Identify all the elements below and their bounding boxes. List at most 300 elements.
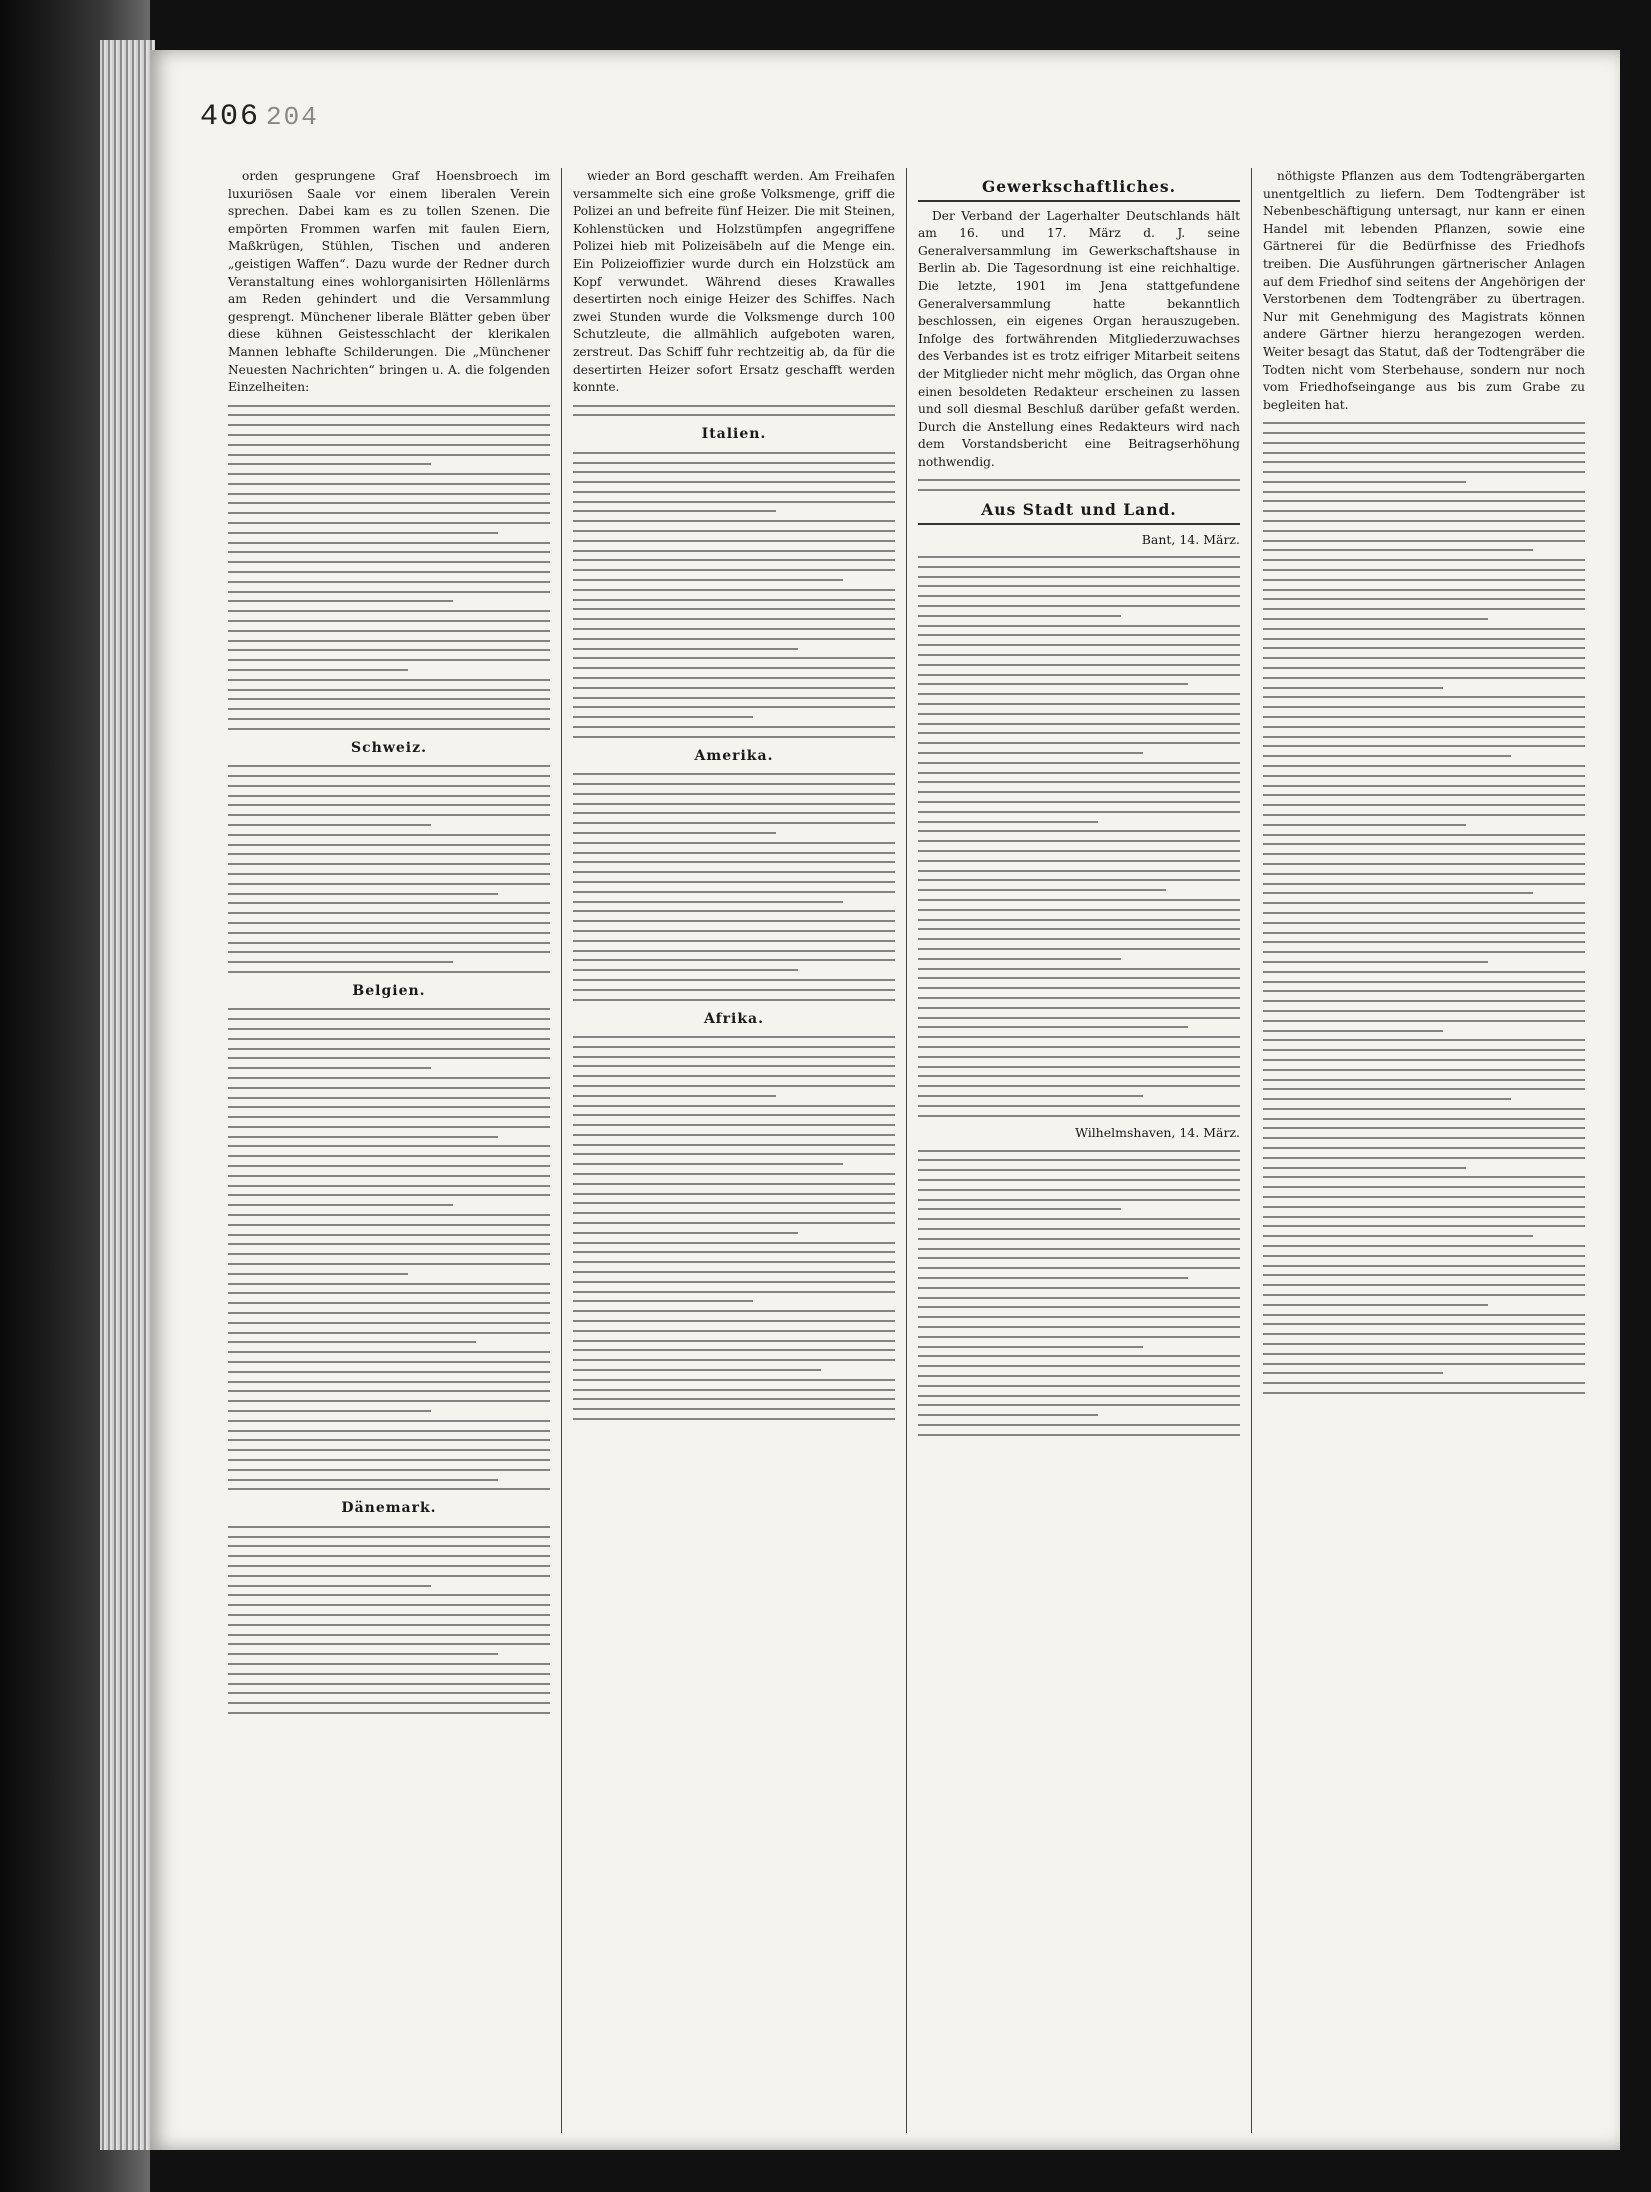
text-line <box>228 630 550 632</box>
text-line <box>1263 491 1585 493</box>
text-line <box>1263 500 1585 502</box>
text-line <box>1263 1088 1585 1090</box>
text-line <box>573 1349 895 1351</box>
text-line <box>573 550 895 552</box>
text-line <box>228 1575 550 1577</box>
text-line <box>573 628 895 630</box>
text-line <box>228 689 550 691</box>
section-heading: Schweiz. <box>351 739 427 756</box>
text-line <box>918 958 1121 960</box>
section-heading: Dänemark. <box>341 1500 437 1517</box>
text-line <box>573 803 895 805</box>
text-line <box>1263 647 1585 649</box>
text-line <box>228 1136 498 1138</box>
text-line <box>918 625 1240 627</box>
text-line <box>918 1326 1240 1328</box>
text-line <box>228 1712 550 1714</box>
text-line <box>228 1097 550 1099</box>
text-line <box>1263 716 1585 718</box>
text-line <box>228 1449 550 1451</box>
text-line <box>228 1126 550 1128</box>
text-line <box>918 1228 1240 1230</box>
text-line <box>1263 638 1585 640</box>
text-line <box>918 615 1121 617</box>
text-line <box>1263 657 1585 659</box>
text-line <box>1263 1196 1585 1198</box>
section-heading: Aus Stadt und Land. <box>918 501 1240 525</box>
text-line <box>228 1332 550 1334</box>
text-line <box>918 654 1240 656</box>
text-line <box>1263 1127 1585 1129</box>
text-line <box>918 742 1240 744</box>
text-line <box>918 1159 1240 1161</box>
text-line <box>228 1420 550 1422</box>
text-line <box>573 510 776 512</box>
text-line <box>1263 1137 1585 1139</box>
text-line <box>918 1150 1240 1152</box>
text-line <box>228 454 550 456</box>
text-line <box>918 1085 1240 1087</box>
text-line <box>1263 442 1585 444</box>
text-line <box>228 795 550 797</box>
text-line <box>573 697 895 699</box>
text-line <box>228 1018 550 1020</box>
text-line <box>228 1371 550 1373</box>
text-line <box>1263 1000 1585 1002</box>
text-line <box>228 679 550 681</box>
text-line <box>1263 1059 1585 1061</box>
page-number-old: 204 <box>266 102 319 132</box>
text-line <box>228 473 550 475</box>
text-line <box>918 1026 1188 1028</box>
text-line <box>573 1134 895 1136</box>
text-line <box>573 1261 895 1263</box>
text-line <box>228 863 550 865</box>
text-line <box>228 1243 550 1245</box>
text-line <box>228 873 550 875</box>
text-line <box>228 1214 550 1216</box>
text-line <box>228 502 550 504</box>
text-line <box>1263 481 1466 483</box>
text-line <box>228 1526 550 1528</box>
text-line <box>573 881 895 883</box>
text-line <box>228 1057 550 1059</box>
text-line <box>918 1017 1240 1019</box>
text-line <box>573 667 895 669</box>
text-line <box>918 595 1240 597</box>
text-line <box>228 405 550 407</box>
text-line <box>573 832 776 834</box>
text-line <box>228 912 550 914</box>
text-line <box>1263 1108 1585 1110</box>
text-line <box>573 1124 895 1126</box>
text-line <box>228 434 550 436</box>
text-line <box>918 801 1240 803</box>
text-line <box>573 648 798 650</box>
text-line <box>1263 932 1585 934</box>
text-line <box>918 1199 1240 1201</box>
text-line <box>573 559 895 561</box>
text-line <box>228 542 550 544</box>
text-line <box>918 1189 1240 1191</box>
text-line <box>228 640 550 642</box>
text-line <box>918 1346 1143 1348</box>
text-line <box>918 1046 1240 1048</box>
article-paragraph: orden gesprungene Graf Hoensbroech im luxuriösen Saale vor einem liberalen Verein sprechen. Dabei kam es zu tollen Szenen. Die empörten Frommen warfen mit faulen Eiern, Maßkrügen, Stühlen, Tischen und anderen „geistigen Waffen“. Dazu wurde der Redner durch Veranstaltung eines wohlorganisirten Höllenlärms am Reden gehindert und die Versammlung gesprengt. Münchener liberale Blätter geben über diese kühnen Geistesschlacht der klerikalen Mannen lebhafte Schilderungen. Die „Münchener Neuesten Nachrichten“ bringen u. A. die folgenden Einzelheiten: <box>228 169 550 395</box>
text-line <box>1263 814 1585 816</box>
text-line <box>918 1287 1240 1289</box>
text-line <box>1263 628 1585 630</box>
text-line <box>1263 579 1585 581</box>
text-line <box>918 1306 1240 1308</box>
text-line <box>573 520 895 522</box>
text-line <box>918 968 1240 970</box>
text-line <box>228 1116 550 1118</box>
text-line <box>918 781 1240 783</box>
text-line <box>573 842 895 844</box>
text-line <box>1263 696 1585 698</box>
text-line <box>918 703 1240 705</box>
text-line <box>228 1702 550 1704</box>
text-line <box>918 1336 1240 1338</box>
text-line <box>1263 1176 1585 1178</box>
text-line <box>228 1381 550 1383</box>
text-line <box>228 444 550 446</box>
text-line <box>228 512 550 514</box>
text-line <box>573 687 895 689</box>
text-line <box>573 462 895 464</box>
text-line <box>1263 559 1585 561</box>
text-line <box>573 989 895 991</box>
text-line <box>573 1144 895 1146</box>
text-line <box>918 1238 1240 1240</box>
text-line <box>228 961 453 963</box>
text-line <box>228 620 550 622</box>
text-line <box>228 804 550 806</box>
text-line <box>1263 1206 1585 1208</box>
text-line <box>228 1302 550 1304</box>
column-rule <box>1251 168 1252 2133</box>
text-line <box>228 1292 550 1294</box>
text-line <box>228 1224 550 1226</box>
text-line <box>228 1322 550 1324</box>
text-line <box>1263 1304 1488 1306</box>
text-line <box>1263 902 1585 904</box>
text-line <box>573 999 895 1001</box>
text-line <box>228 893 498 895</box>
text-line <box>1263 1353 1585 1355</box>
text-line <box>1263 1020 1585 1022</box>
text-line <box>573 1046 895 1048</box>
text-line <box>918 556 1240 558</box>
text-line <box>573 657 895 659</box>
text-line <box>918 1179 1240 1181</box>
text-line <box>1263 1118 1585 1120</box>
text-line <box>573 1291 895 1293</box>
text-line <box>918 1385 1240 1387</box>
text-line <box>228 610 550 612</box>
text-line <box>228 1663 550 1665</box>
section-heading: Afrika. <box>704 1010 764 1027</box>
text-line <box>918 1355 1240 1357</box>
text-line <box>918 860 1240 862</box>
text-line <box>1263 1363 1585 1365</box>
text-line <box>228 1273 408 1275</box>
text-line <box>918 752 1143 754</box>
text-line <box>228 1604 550 1606</box>
text-line <box>918 1056 1240 1058</box>
text-line <box>228 1488 550 1490</box>
text-line <box>1263 883 1585 885</box>
text-line <box>573 1232 798 1234</box>
text-line <box>1263 1167 1466 1169</box>
text-line <box>1263 598 1585 600</box>
text-line <box>228 669 408 671</box>
text-line <box>573 1153 895 1155</box>
text-line <box>918 1404 1240 1406</box>
text-line <box>573 726 895 728</box>
text-line <box>228 1087 550 1089</box>
text-line <box>918 1075 1240 1077</box>
text-line <box>1263 824 1466 826</box>
dateline: Bant, 14. März. <box>1141 531 1240 547</box>
text-line <box>1263 873 1585 875</box>
text-line <box>918 1257 1240 1259</box>
text-line <box>228 942 550 944</box>
text-line <box>573 910 895 912</box>
text-line <box>1263 971 1585 973</box>
text-line <box>918 664 1240 666</box>
text-line <box>918 938 1240 940</box>
text-line <box>228 1692 550 1694</box>
text-line <box>573 638 895 640</box>
text-line <box>573 1056 895 1058</box>
text-line <box>573 1095 776 1097</box>
text-line <box>1263 794 1585 796</box>
text-line <box>1263 941 1585 943</box>
text-line <box>573 1398 895 1400</box>
text-line <box>918 772 1240 774</box>
section-heading: Belgien. <box>352 982 426 999</box>
text-line <box>1263 990 1585 992</box>
text-line <box>573 589 895 591</box>
text-line <box>573 1105 895 1107</box>
text-line <box>228 708 550 710</box>
text-line <box>228 718 550 720</box>
text-line <box>918 1365 1240 1367</box>
text-line <box>573 1065 895 1067</box>
text-line <box>1263 1186 1585 1188</box>
text-line <box>918 840 1240 842</box>
text-line <box>573 969 798 971</box>
text-line <box>573 979 895 981</box>
text-line <box>918 1105 1240 1107</box>
text-line <box>573 1310 895 1312</box>
text-line <box>1263 706 1585 708</box>
text-line <box>228 775 550 777</box>
text-line <box>573 812 895 814</box>
text-line <box>1263 1333 1585 1335</box>
text-line <box>1263 461 1585 463</box>
text-line <box>1263 1255 1585 1257</box>
text-line <box>1263 1049 1585 1051</box>
text-line <box>573 677 895 679</box>
text-line <box>918 1277 1188 1279</box>
text-line <box>1263 765 1585 767</box>
text-line <box>228 1263 550 1265</box>
text-line <box>228 1341 476 1343</box>
text-line <box>1263 452 1585 454</box>
text-line <box>573 930 895 932</box>
text-line <box>573 901 843 903</box>
text-line <box>918 1169 1240 1171</box>
text-line <box>1263 618 1488 620</box>
text-line <box>228 1643 550 1645</box>
text-line <box>573 1320 895 1322</box>
text-line <box>228 522 550 524</box>
text-line <box>918 1208 1121 1210</box>
text-line <box>573 861 895 863</box>
text-line <box>918 566 1240 568</box>
text-line <box>918 479 1240 481</box>
text-line <box>1263 677 1585 679</box>
text-line <box>1263 1323 1585 1325</box>
text-line <box>1263 432 1585 434</box>
page-edge-stack <box>100 40 155 2150</box>
text-line <box>573 1193 895 1195</box>
text-line <box>228 424 550 426</box>
text-line <box>1263 1245 1585 1247</box>
text-line <box>228 1614 550 1616</box>
text-line <box>573 920 895 922</box>
text-line <box>573 530 895 532</box>
text-line <box>228 1038 550 1040</box>
text-line <box>918 928 1240 930</box>
text-line <box>228 1624 550 1626</box>
text-line <box>918 762 1240 764</box>
text-line <box>573 736 895 738</box>
text-line <box>1263 961 1488 963</box>
text-line <box>573 852 895 854</box>
text-line <box>228 551 550 553</box>
text-line <box>573 1222 895 1224</box>
text-line <box>228 1459 550 1461</box>
text-line <box>228 902 550 904</box>
text-line <box>918 919 1240 921</box>
text-line <box>918 977 1240 979</box>
text-line <box>918 909 1240 911</box>
text-line <box>918 948 1240 950</box>
text-line <box>1263 863 1585 865</box>
column-3 <box>918 168 1240 2133</box>
text-line <box>228 1673 550 1675</box>
text-line <box>228 1536 550 1538</box>
text-line <box>1263 1216 1585 1218</box>
text-line <box>918 830 1240 832</box>
text-line <box>573 1202 895 1204</box>
text-line <box>573 871 895 873</box>
text-line <box>1263 1010 1585 1012</box>
text-line <box>1263 589 1585 591</box>
text-line <box>1263 1098 1511 1100</box>
text-line <box>228 814 550 816</box>
text-line <box>573 608 895 610</box>
text-line <box>918 997 1240 999</box>
text-line <box>1263 520 1585 522</box>
article-paragraph: wieder an Bord geschafft werden. Am Freihafen versammelte sich eine große Volksmenge, griff die Polizei an und befreite fünf Heizer. Die mit Steinen, Kohlenstücken und Holzstümpfen angegriffene Polizei hieb mit Polizeisäbeln auf die Menge ein. Ein Polizeioffizier wurde durch ein Holzstück am Kopf verwundet. Während dieses Krawalles desertirten noch einige Heizer des Schiffes. Nach zwei Stunden wurde die Volksmenge durch 100 Schutzleute, die allmählich aufgeboten waren, zerstreut. Das Schiff fuhr rechtzeitig ab, da für die desertirten Heizer sofort Ersatz geschafft werden konnte. <box>573 169 895 395</box>
text-line <box>918 850 1240 852</box>
text-line <box>918 732 1240 734</box>
text-line <box>918 1066 1240 1068</box>
text-line <box>1263 804 1585 806</box>
text-line <box>918 1395 1240 1397</box>
text-line <box>228 951 550 953</box>
text-line <box>573 773 895 775</box>
text-line <box>573 793 895 795</box>
text-line <box>573 579 843 581</box>
text-line <box>228 1565 550 1567</box>
text-line <box>918 723 1240 725</box>
text-line <box>228 1439 550 1441</box>
text-line <box>918 899 1240 901</box>
text-line <box>228 1400 550 1402</box>
text-line <box>228 1312 550 1314</box>
text-line <box>918 693 1240 695</box>
text-line <box>573 1114 895 1116</box>
text-line <box>1263 1265 1585 1267</box>
text-line <box>573 822 895 824</box>
text-line <box>918 1316 1240 1318</box>
text-line <box>573 1173 895 1175</box>
text-line <box>1263 1079 1585 1081</box>
text-line <box>918 1375 1240 1377</box>
text-line <box>1263 951 1585 953</box>
text-line <box>1263 834 1585 836</box>
text-line <box>573 1183 895 1185</box>
text-line <box>1263 1314 1585 1316</box>
text-line <box>918 1424 1240 1426</box>
column-4 <box>1263 168 1585 2133</box>
text-line <box>573 405 895 407</box>
text-line <box>228 1048 550 1050</box>
text-line <box>918 987 1240 989</box>
text-line <box>918 713 1240 715</box>
column-rule <box>906 168 907 2133</box>
text-line <box>228 532 498 534</box>
text-line <box>1263 549 1533 551</box>
text-line <box>1263 1274 1585 1276</box>
text-line <box>228 1430 550 1432</box>
text-line <box>573 1075 895 1077</box>
text-line <box>228 1390 550 1392</box>
text-line <box>228 1155 550 1157</box>
text-line <box>573 1251 895 1253</box>
text-line <box>573 891 895 893</box>
section-heading: Gewerkschaftliches. <box>918 178 1240 202</box>
text-line <box>918 644 1240 646</box>
text-line <box>228 483 550 485</box>
text-line <box>573 471 895 473</box>
text-line <box>573 618 895 620</box>
text-line <box>918 634 1240 636</box>
text-line <box>1263 785 1585 787</box>
text-line <box>918 791 1240 793</box>
text-line <box>228 1234 550 1236</box>
column-2 <box>573 168 895 2133</box>
text-line <box>228 1545 550 1547</box>
text-line <box>228 728 550 730</box>
text-line <box>228 1653 498 1655</box>
